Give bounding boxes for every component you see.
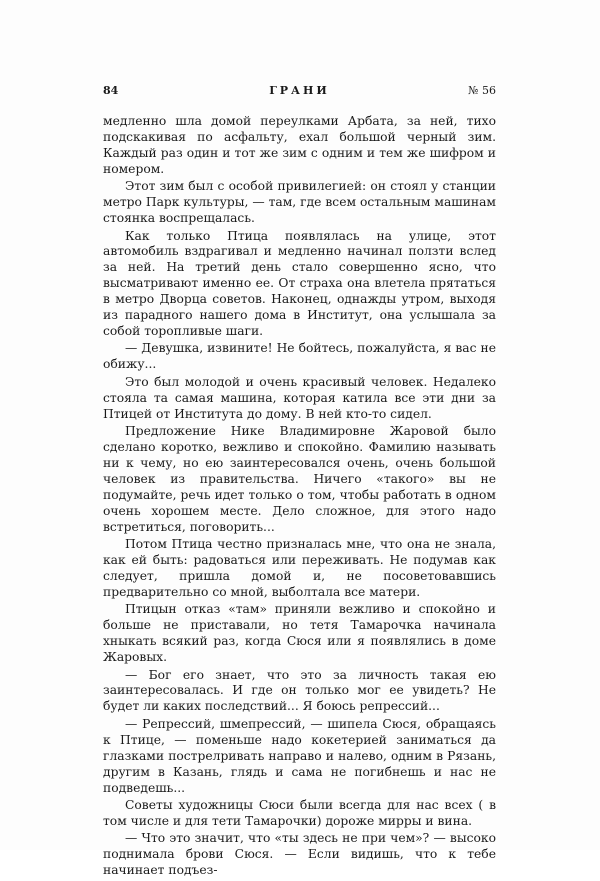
paragraph: Птицын отказ «там» приняли вежливо и спокойно и больше не приставали, но тетя Тамарочка начинала хныкать всякий раз, когда Сюся или я появлялись в доме Жаровых. — [103, 602, 496, 665]
paragraph: Это был молодой и очень красивый человек. Недалеко стояла та самая машина, которая катила все эти дни за Птицей от Института до дому. В ней кто-то сидел. — [103, 374, 496, 421]
journal-title: ГРАНИ — [269, 84, 330, 97]
page-number: 84 — [103, 84, 119, 97]
paragraph: Предложение Нике Владимировне Жаровой было сделано коротко, вежливо и спокойно. Фамилию называть ни к чему, но ею заинтересовался очень, очень большой человек из правительства. Ничего «такого» вы не подумайте, речь идет только о том, чтобы работать в одном очень хорошем месте. Дело сложное, для этого надо встретиться, поговорить... — [103, 424, 496, 534]
paragraph: — Бог его знает, что это за личность такая ею заинтересовалась. И где он только мог ее увидеть? Не будет ли каких последствий... Я боюсь репрессий... — [103, 667, 496, 714]
running-head — [103, 84, 496, 98]
paragraph: — Репрессий, шмепрессий, — шипела Сюся, обращаясь к Птице, — поменьше надо кокетерией заниматься да глазками пострелривать направо и налево, одним в Рязань, другим в Казань, глядь и сама не погибнешь и нас не подведешь... — [103, 716, 496, 795]
body-text — [103, 114, 496, 881]
paragraph: медленно шла домой переулками Арбата, за ней, тихо подскакивая по асфальту, ехал большой черный зим. Каждый раз один и тот же зим с одним и тем же шифром и номером. — [103, 114, 496, 176]
paragraph: Как только Птица появлялась на улице, этот автомобиль вздрагивал и медленно начинал ползти вслед за ней. На третий день стало совершенно ясно, что высматривают именно ее. От страха она влетела прятаться в метро Дворца советов. Наконец, однажды утром, выходя из парадного нашего дома в Институт, она услышала за собой торопливые шаги. — [103, 228, 496, 338]
paragraph: Потом Птица честно призналась мне, что она не знала, как ей быть: радоваться или переживать. Не подумав как следует, пришла домой и, не посоветовавшись предварительно со мной, выболтала все матери. — [103, 537, 496, 599]
issue-number: № 56 — [468, 84, 496, 97]
paragraph: Советы художницы Сюси были всегда для нас всех ( в том числе и для тети Тамарочки) дороже мирры и вина. — [103, 798, 496, 828]
paragraph: — Что это значит, что «ты здесь не при чем»? — высоко поднимала брови Сюся. — Если видишь, что к тебе начинает подъез- — [103, 831, 496, 878]
paragraph: Этот зим был с особой привилегией: он стоял у станции метро Парк культуры, — там, где всем остальным машинам стоянка воспрещалась. — [103, 179, 496, 226]
paragraph: — Девушка, извините! Не бойтесь, пожалуйста, я вас не обижу... — [103, 341, 496, 372]
